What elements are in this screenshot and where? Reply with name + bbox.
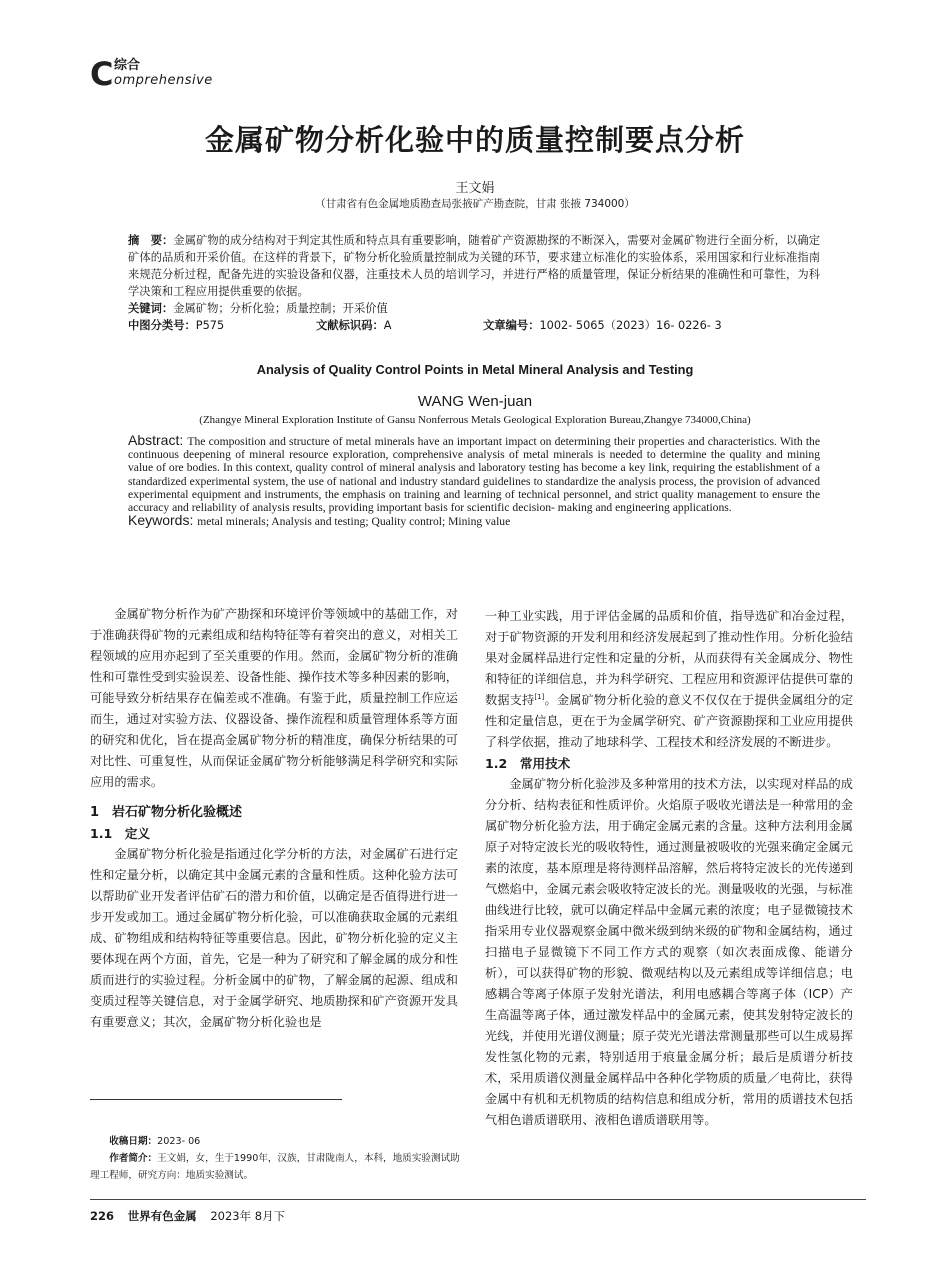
abstract-cn-label: 摘 要： xyxy=(128,234,174,247)
journal-name: 世界有色金属 xyxy=(127,1209,197,1223)
abstract-en-block xyxy=(128,434,820,528)
art-value: 1002- 5065（2023）16- 0226- 3 xyxy=(539,319,722,332)
keywords-cn xyxy=(128,300,820,317)
clc-meta xyxy=(128,317,224,334)
keywords-en-label: Keywords: xyxy=(128,512,198,529)
intro-paragraph: 金属矿物分析作为矿产勘探和环境评价等领域中的基础工作，对于准确获得矿物的元素组成和结构特征等有着突出的意义，对相关工程领域的应用亦起到了至关重要的作用。然而，金属矿物分析的准确性和可靠性受到实验误差、设备性能、操作技术等多种因素的影响，可能导致分析结果存在偏差或不准确。有鉴于此，质量控制工作应运而生，通过对实验方法、仪器设备、操作流程和质量管理体系等方面的研究和优化，旨在提高金属矿物分析的精准度，确保分析结果的可对比性、可重复性，从而保证金属矿物分析能够满足科学研究和实际应用的需求。 xyxy=(90,607,458,789)
keywords-en-text: metal minerals; Analysis and testing; Quality control; Mining value xyxy=(197,515,511,529)
section-heading-1: 1 岩石矿物分析化验概述 xyxy=(90,805,243,820)
abstract-en-text: The composition and structure of metal minerals have an important impact on determining their properties and characteristics. With the continuous deepening of mineral resource exploration, comprehensive analysis of metal minerals is needed to determine the quality and mining value of ore bodies. In this context, quality control of mineral analysis and laboratory testing has become a key link, requiring the establishment of a standardized experimental system, the use of national and industry standard guidelines to standardize the analysis process, the provision of advanced experimental equipment and instruments, the emphasis on training and learning of technical personnel, and strict quality management to ensure the accuracy and reliability of analysis results, providing important basis for scientific decision- making and engineering applications. xyxy=(128,435,820,515)
definition-paragraph-continued xyxy=(485,606,853,753)
keywords-cn-label: 关键词： xyxy=(128,302,174,315)
abstract-cn xyxy=(128,232,820,300)
author-bio-label: 作者简介： xyxy=(109,1153,158,1164)
doc-meta xyxy=(316,317,392,334)
keywords-cn-text: 金属矿物；分析化验；质量控制；开采价值 xyxy=(173,302,388,315)
art-meta xyxy=(483,317,722,334)
section-badge-en: omprehensive xyxy=(114,73,213,88)
subsection-heading-1-1: 1.1 定义 xyxy=(90,826,151,841)
clc-label: 中图分类号： xyxy=(128,319,196,332)
abstract-en-label: Abstract: xyxy=(128,432,188,448)
art-label: 文章编号： xyxy=(483,319,540,332)
author-bio-note xyxy=(90,1150,462,1184)
received-date-note xyxy=(90,1133,462,1150)
section-badge-letter: C xyxy=(90,55,114,93)
footnotes xyxy=(90,1133,462,1184)
abstract-cn-text: 金属矿物的成分结构对于判定其性质和特点具有重要影响，随着矿产资源勘探的不断深入，需要对金属矿物进行全面分析，以确定矿体的品质和开采价值。在这样的背景下，矿物分析化验质量控制成为关键的环节，要求建立标准化的实验体系，采用国家和行业标准指南来规范分析过程，配备先进的实验设备和仪器，注重技术人员的培训学习，并进行严格的质量管理，保证分析结果的准确性和可靠性，为科学决策和工程应用提供重要的依据。 xyxy=(128,234,820,298)
subsection-heading-1-2: 1.2 常用技术 xyxy=(485,756,571,771)
keywords-en xyxy=(128,514,820,528)
footer-divider xyxy=(90,1199,866,1200)
abstract-en xyxy=(128,434,820,514)
page-number: 226 xyxy=(90,1209,115,1223)
page-footer xyxy=(90,1208,295,1224)
author-bio-text: 王文娟，女，生于1990年，汉族，甘肃陇南人，本科，地质实验测试助理工程师，研究方向：地质实验测试。 xyxy=(90,1153,460,1181)
doc-label: 文献标识码： xyxy=(316,319,384,332)
definition-continued-text: 一种工业实践，用于评估金属的品质和价值，指导选矿和冶金过程，对于矿物资源的开发利用和经济发展起到了推动性作用。分析化验结果对金属样品进行定性和定量的分析，从而获得有关金属成分、物性和特征的详细信息，并为科学研究、工程应用和资源评估提供可靠的数据支持 xyxy=(485,609,853,707)
definition-paragraph: 金属矿物分析化验是指通过化学分析的方法，对金属矿石进行定性和定量分析，以确定其中金属元素的含量和性质。这种化验方法可以帮助矿业开发者评估矿石的潜力和价值，以确定是否值得进行进一步开发或加工。通过金属矿物分析化验，可以准确获取金属的元素组成、矿物组成和结构特征等重要信息。因此，矿物分析化验的定义主要体现在两个方面，首先，它是一种为了研究和了解金属的成分和性质而进行的实验过程。分析金属中的矿物，了解金属的起源、组成和变质过程等关键信息，对于金属学研究、地质勘探和矿产资源开发具有重要意义；其次，金属矿物分析化验也是 xyxy=(90,847,458,1029)
body-column-right xyxy=(485,606,853,1131)
author-name-en: WANG Wen-juan xyxy=(417,393,533,410)
author-name-cn: 王文娟 xyxy=(455,181,495,196)
techniques-paragraph: 金属矿物分析化验涉及多种常用的技术方法，以实现对样品的成分分析、结构表征和性质评价。火焰原子吸收光谱法是一种常用的金属矿物分析化验方法，用于确定金属元素的含量。这种方法利用金属原子对特定波长光的吸收特性，通过测量被吸收的光强来确定金属元素的浓度，基本原理是将待测样品溶解，然后将特定波长的光传递到气燃焰中，金属元素会吸收特定波长的光。测量吸收的光强，与标准曲线进行比较，就可以确定样品中金属元素的浓度；电子显微镜技术指采用专业仪器观察金属中微米级到纳米级的矿物和金属结构，通过扫描电子显微镜下不同工作方式的观察（如次表面成像、能谱分析），可以获得矿物的形貌、微观结构以及元素组成等详细信息；电感耦合等离子体原子发射光谱法，利用电感耦合等离子体（ICP）产生高温等离子体，通过激发样品中的金属元素，使其发射特定波长的光线，并使用光谱仪测量；原子荧光光谱法常测量那些可以生成易挥发性氢化物的元素，特别适用于痕量金属分析；最后是质谱分析技术，采用质谱仪测量金属样品中各种化学物质的质量／电荷比，获得金属中有机和无机物质的结构信息和组成分析，常用的质谱技术包括气相色谱质谱联用、液相色谱质谱联用等。 xyxy=(485,777,853,1127)
clc-value: P575 xyxy=(195,319,225,332)
abstract-cn-block xyxy=(128,232,820,334)
section-badge xyxy=(90,55,270,93)
journal-issue: 2023年 8月下 xyxy=(210,1209,286,1223)
doc-value: A xyxy=(383,319,392,332)
article-title-en: Analysis of Quality Control Points in Metal Mineral Analysis and Testing xyxy=(256,362,694,377)
body-column-left xyxy=(90,604,458,1033)
article-title: 金属矿物分析化验中的质量控制要点分析 xyxy=(204,123,745,157)
article-meta-row xyxy=(128,317,820,334)
affiliation-cn: （甘肃省有色金属地质勘查局张掖矿产勘查院，甘肃 张掖 734000） xyxy=(315,198,635,210)
affiliation-en: (Zhangye Mineral Exploration Institute of Gansu Nonferrous Metals Geological Exploration Bureau,Zhangye 734000,China) xyxy=(199,414,751,426)
section-badge-cn: 综合 xyxy=(114,58,141,73)
received-value: 2023- 06 xyxy=(157,1136,201,1147)
reference-1[interactable]: [1] xyxy=(534,692,545,701)
definition-tail-text: 。金属矿物分析化验的意义不仅仅在于提供金属组分的定性和定量信息，更在于为金属学研究、矿产资源勘探和工业应用提供了科学依据，推动了地球科学、工程技术和经济发展的不断进步。 xyxy=(485,693,854,749)
footnote-divider xyxy=(90,1099,342,1100)
received-label: 收稿日期： xyxy=(109,1136,158,1147)
